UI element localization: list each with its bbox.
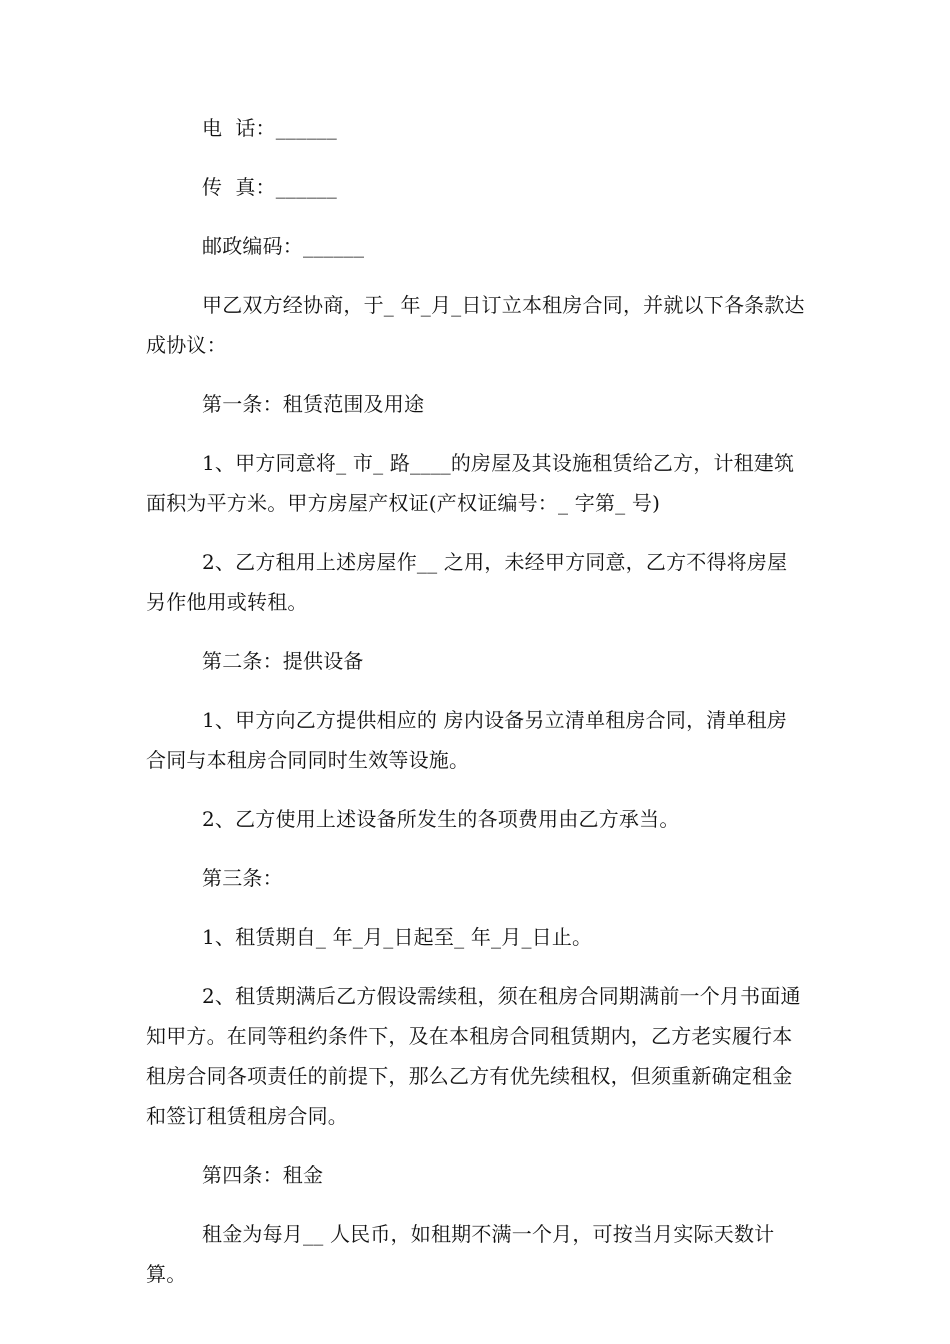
- article-4-clause: 租金为每月__ 人民币，如租期不满一个月，可按当月实际天数计算。: [146, 1222, 775, 1286]
- article-3-clause-2: 2、租赁期满后乙方假设需续租，须在租房合同期满前一个月书面通知甲方。在同等租约条件下，及在本租房合同租赁期内，乙方老实履行本租房合同各项责任的前提下，那么乙方有优先续租权，但须重新确定租金和签订租赁租房合同。: [146, 984, 801, 1128]
- article-4-heading: 第四条：租金: [202, 1163, 324, 1187]
- article-2-clause-2: 2、乙方使用上述设备所发生的各项费用由乙方承当。: [202, 807, 680, 831]
- article-3-heading: 第三条：: [202, 866, 283, 890]
- article-2-clause-1: 1、甲方向乙方提供相应的 房内设备另立清单租房合同，清单租房合同与本租房合同同时生效等设施。: [146, 708, 788, 772]
- article-1-clause-1: 1、甲方同意将_ 市_ 路____的房屋及其设施租赁给乙方，计租建筑面积为平方米。甲方房屋产权证(产权证编号：_ 字第_ 号): [146, 451, 795, 515]
- article-2-heading: 第二条：提供设备: [202, 649, 364, 673]
- article-3-clause-1: 1、租赁期自_ 年_月_日起至_ 年_月_日止。: [202, 925, 593, 949]
- phone-line: 电 话：______: [202, 116, 337, 140]
- fax-line: 传 真：______: [202, 175, 337, 199]
- article-1-clause-2: 2、乙方租用上述房屋作__ 之用，未经甲方同意，乙方不得将房屋另作他用或转租。: [146, 550, 788, 614]
- article-1-heading: 第一条：租赁范围及用途: [202, 392, 425, 416]
- postal-code-line: 邮政编码：______: [202, 234, 365, 258]
- document-body: [146, 108, 806, 1313]
- agreement-intro: 甲乙双方经协商，于_ 年_月_日订立本租房合同，并就以下各条款达成协议：: [146, 293, 805, 357]
